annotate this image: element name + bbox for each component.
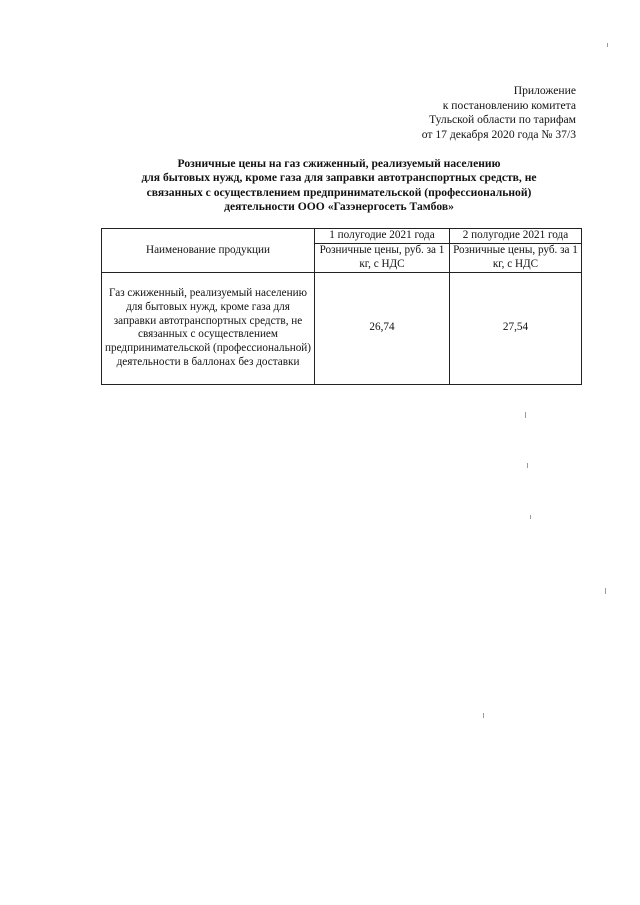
table-header-row [102,229,582,244]
period-header-h2: 2 полугодие 2021 года [450,229,582,244]
title-line: деятельности ООО «Газэнергосеть Тамбов» [224,200,454,214]
scan-speck [483,713,484,718]
scan-speck [527,463,528,468]
annex-line: от 17 декабря 2020 года № 37/3 [421,127,576,141]
product-cell [102,272,315,384]
price-header-h1: Розничные цены, руб. за 1 кг, с НДС [315,243,450,272]
price-h2-cell: 27,54 [450,272,582,384]
table-row [102,272,582,384]
annex-block [422,84,576,142]
price-header-h2: Розничные цены, руб. за 1 кг, с НДС [450,243,582,272]
price-table [101,228,582,385]
title-line: Розничные цены на газ сжиженный, реализуемый населению [177,157,501,170]
name-header-cell: Наименование продукции [102,229,315,273]
product-name: Газ сжиженный, реализуемый населению для бытовых нужд, кроме газа для заправки автотранспортных средств, не связанных с осуществлением предпринимательской (профессиональной) деятельности в баллонах без доставки [105,286,311,368]
title-line: связанных с осуществлением предпринимательской (профессиональной) [146,185,532,199]
document-title [100,157,578,215]
title-line: для бытовых нужд, кроме газа для заправки автотранспортных средств, не [141,171,537,185]
price-h1-cell: 26,74 [315,272,450,384]
scan-speck [605,588,606,594]
annex-line: Тульской области по тарифам [429,113,576,127]
scan-speck [530,515,531,519]
scan-speck [607,43,608,47]
annex-line: Приложение [513,84,576,97]
annex-line: к постановлению комитета [442,98,576,112]
scan-speck [525,412,526,418]
period-header-h1: 1 полугодие 2021 года [315,229,450,244]
